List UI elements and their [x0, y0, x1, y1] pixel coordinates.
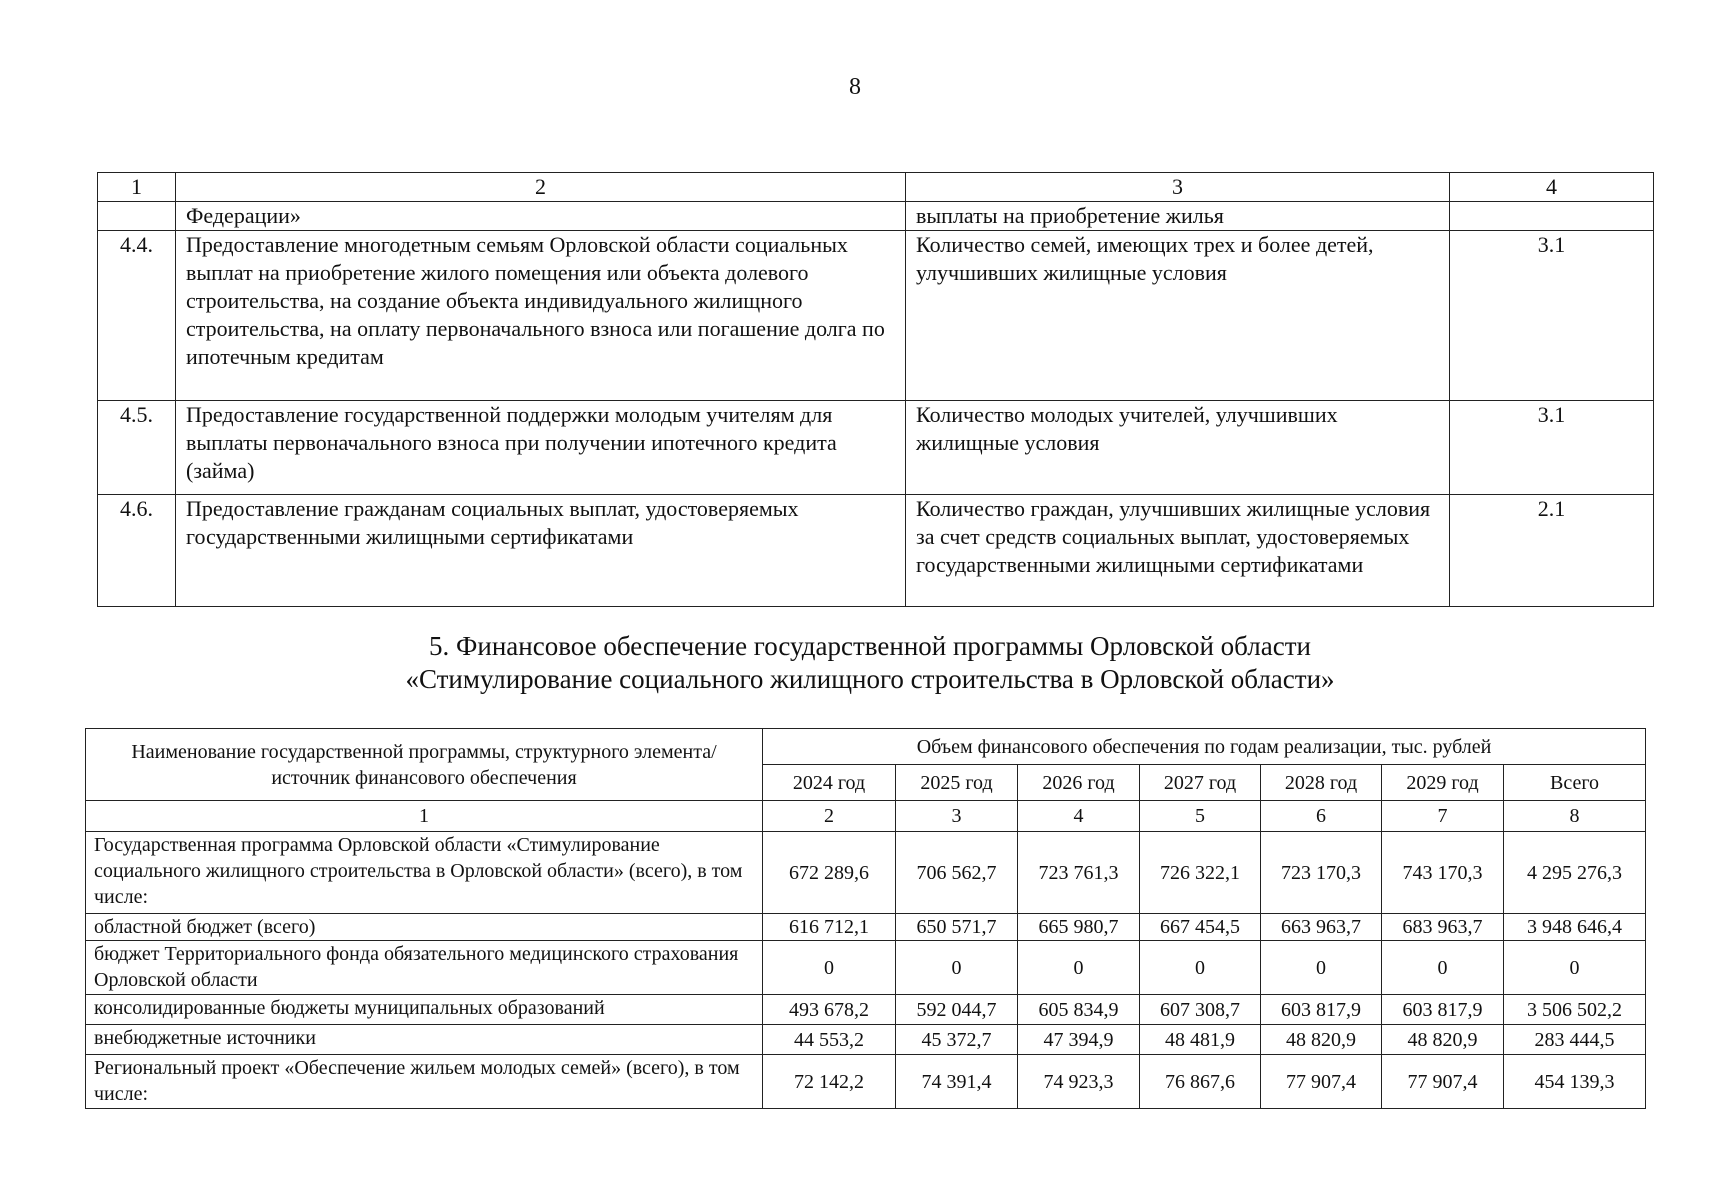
value-cell: 45 372,7: [896, 1025, 1018, 1055]
index-cell: 4: [1018, 801, 1140, 832]
section-title: [0, 630, 1710, 696]
value-cell: 592 044,7: [896, 995, 1018, 1025]
volume-header: Объем финансового обеспечения по годам реализации, тыс. рублей: [763, 729, 1646, 765]
value-cell: 605 834,9: [1018, 995, 1140, 1025]
value-cell: 77 907,4: [1382, 1055, 1504, 1109]
value-cell: 0: [1382, 941, 1504, 995]
indicator-code: [1450, 202, 1654, 231]
measure-cell: Федерации»: [176, 202, 906, 231]
table-row: [86, 1025, 1646, 1055]
index-cell: 1: [86, 801, 763, 832]
total-cell: 4 295 276,3: [1504, 832, 1646, 914]
value-cell: 493 678,2: [763, 995, 896, 1025]
measure-cell: Предоставление государственной поддержки молодым учителям для выплаты первоначального взноса при получении ипотечного кредита (займа): [176, 401, 906, 495]
value-cell: 44 553,2: [763, 1025, 896, 1055]
table-row: [86, 832, 1646, 914]
name-header: Наименование государственной программы, структурного элемента/источник финансового обеспечения: [86, 729, 763, 801]
value-cell: 726 322,1: [1140, 832, 1261, 914]
indicator-cell: Количество семей, имеющих трех и более детей, улучшивших жилищные условия: [906, 231, 1450, 401]
value-cell: 663 963,7: [1261, 914, 1382, 941]
value-cell: 0: [763, 941, 896, 995]
section-title-line-1: 5. Финансовое обеспечение государственной программы Орловской области: [429, 631, 1311, 661]
total-cell: 454 139,3: [1504, 1055, 1646, 1109]
table-row: [86, 914, 1646, 941]
value-cell: 47 394,9: [1018, 1025, 1140, 1055]
row-number: 4.4.: [98, 231, 176, 401]
indicator-code: 3.1: [1450, 231, 1654, 401]
index-cell: 2: [763, 801, 896, 832]
index-cell: 7: [1382, 801, 1504, 832]
value-cell: 0: [896, 941, 1018, 995]
measure-cell: Предоставление гражданам социальных выплат, удостоверяемых государственными жилищными сертификатами: [176, 495, 906, 607]
header-cell: 3: [906, 173, 1450, 202]
header-cell: 1: [98, 173, 176, 202]
value-cell: 667 454,5: [1140, 914, 1261, 941]
year-header: 2026 год: [1018, 765, 1140, 801]
value-cell: 603 817,9: [1382, 995, 1504, 1025]
total-cell: 0: [1504, 941, 1646, 995]
row-number: [98, 202, 176, 231]
value-cell: 723 761,3: [1018, 832, 1140, 914]
year-header: 2028 год: [1261, 765, 1382, 801]
section-title-line-2: «Стимулирование социального жилищного строительства в Орловской области»: [405, 664, 1335, 694]
value-cell: 76 867,6: [1140, 1055, 1261, 1109]
table-header-row: [86, 729, 1646, 765]
measure-cell: Предоставление многодетным семьям Орловской области социальных выплат на приобретение жилого помещения или объекта долевого строительства, на создание объекта индивидуального жилищного строительства, на оплату первоначального взноса или погашение долга по ипотечным кредитам: [176, 231, 906, 401]
value-cell: 0: [1018, 941, 1140, 995]
total-header: Всего: [1504, 765, 1646, 801]
indicator-cell: Количество молодых учителей, улучшивших жилищные условия: [906, 401, 1450, 495]
table-row: [86, 995, 1646, 1025]
year-header: 2029 год: [1382, 765, 1504, 801]
table-row: [86, 1055, 1646, 1109]
value-cell: 603 817,9: [1261, 995, 1382, 1025]
row-name: внебюджетные источники: [86, 1025, 763, 1055]
table-header-row: [98, 173, 1654, 202]
value-cell: 683 963,7: [1382, 914, 1504, 941]
indicator-cell: Количество граждан, улучшивших жилищные условия за счет средств социальных выплат, удостоверяемых государственными жилищными сертификатами: [906, 495, 1450, 607]
page-number: 8: [849, 74, 861, 100]
value-cell: 48 820,9: [1261, 1025, 1382, 1055]
row-name: областной бюджет (всего): [86, 914, 763, 941]
header-cell: 4: [1450, 173, 1654, 202]
indicator-cell: выплаты на приобретение жилья: [906, 202, 1450, 231]
table-row: [86, 941, 1646, 995]
table-row: [98, 401, 1654, 495]
value-cell: 672 289,6: [763, 832, 896, 914]
value-cell: 706 562,7: [896, 832, 1018, 914]
row-name: Региональный проект «Обеспечение жильем молодых семей» (всего), в том числе:: [86, 1055, 763, 1109]
row-name: бюджет Территориального фонда обязательного медицинского страхования Орловской области: [86, 941, 763, 995]
value-cell: 743 170,3: [1382, 832, 1504, 914]
index-cell: 3: [896, 801, 1018, 832]
value-cell: 616 712,1: [763, 914, 896, 941]
indicator-code: 2.1: [1450, 495, 1654, 607]
index-row: [86, 801, 1646, 832]
table-row: [98, 202, 1654, 231]
financing-table: [85, 728, 1646, 1109]
value-cell: 74 391,4: [896, 1055, 1018, 1109]
header-cell: 2: [176, 173, 906, 202]
value-cell: 77 907,4: [1261, 1055, 1382, 1109]
total-cell: 3 948 646,4: [1504, 914, 1646, 941]
year-header: 2025 год: [896, 765, 1018, 801]
row-number: 4.5.: [98, 401, 176, 495]
measures-table: [97, 172, 1654, 607]
value-cell: 650 571,7: [896, 914, 1018, 941]
value-cell: 607 308,7: [1140, 995, 1261, 1025]
indicator-code: 3.1: [1450, 401, 1654, 495]
table-row: [98, 231, 1654, 401]
value-cell: 723 170,3: [1261, 832, 1382, 914]
value-cell: 0: [1261, 941, 1382, 995]
value-cell: 665 980,7: [1018, 914, 1140, 941]
index-cell: 8: [1504, 801, 1646, 832]
value-cell: 48 820,9: [1382, 1025, 1504, 1055]
table-row: [98, 495, 1654, 607]
row-name: консолидированные бюджеты муниципальных образований: [86, 995, 763, 1025]
value-cell: 0: [1140, 941, 1261, 995]
value-cell: 48 481,9: [1140, 1025, 1261, 1055]
row-name: Государственная программа Орловской области «Стимулирование социального жилищного строительства в Орловской области» (всего), в том числе:: [86, 832, 763, 914]
row-number: 4.6.: [98, 495, 176, 607]
value-cell: 74 923,3: [1018, 1055, 1140, 1109]
value-cell: 72 142,2: [763, 1055, 896, 1109]
index-cell: 6: [1261, 801, 1382, 832]
year-header: 2027 год: [1140, 765, 1261, 801]
total-cell: 3 506 502,2: [1504, 995, 1646, 1025]
year-header: 2024 год: [763, 765, 896, 801]
index-cell: 5: [1140, 801, 1261, 832]
total-cell: 283 444,5: [1504, 1025, 1646, 1055]
